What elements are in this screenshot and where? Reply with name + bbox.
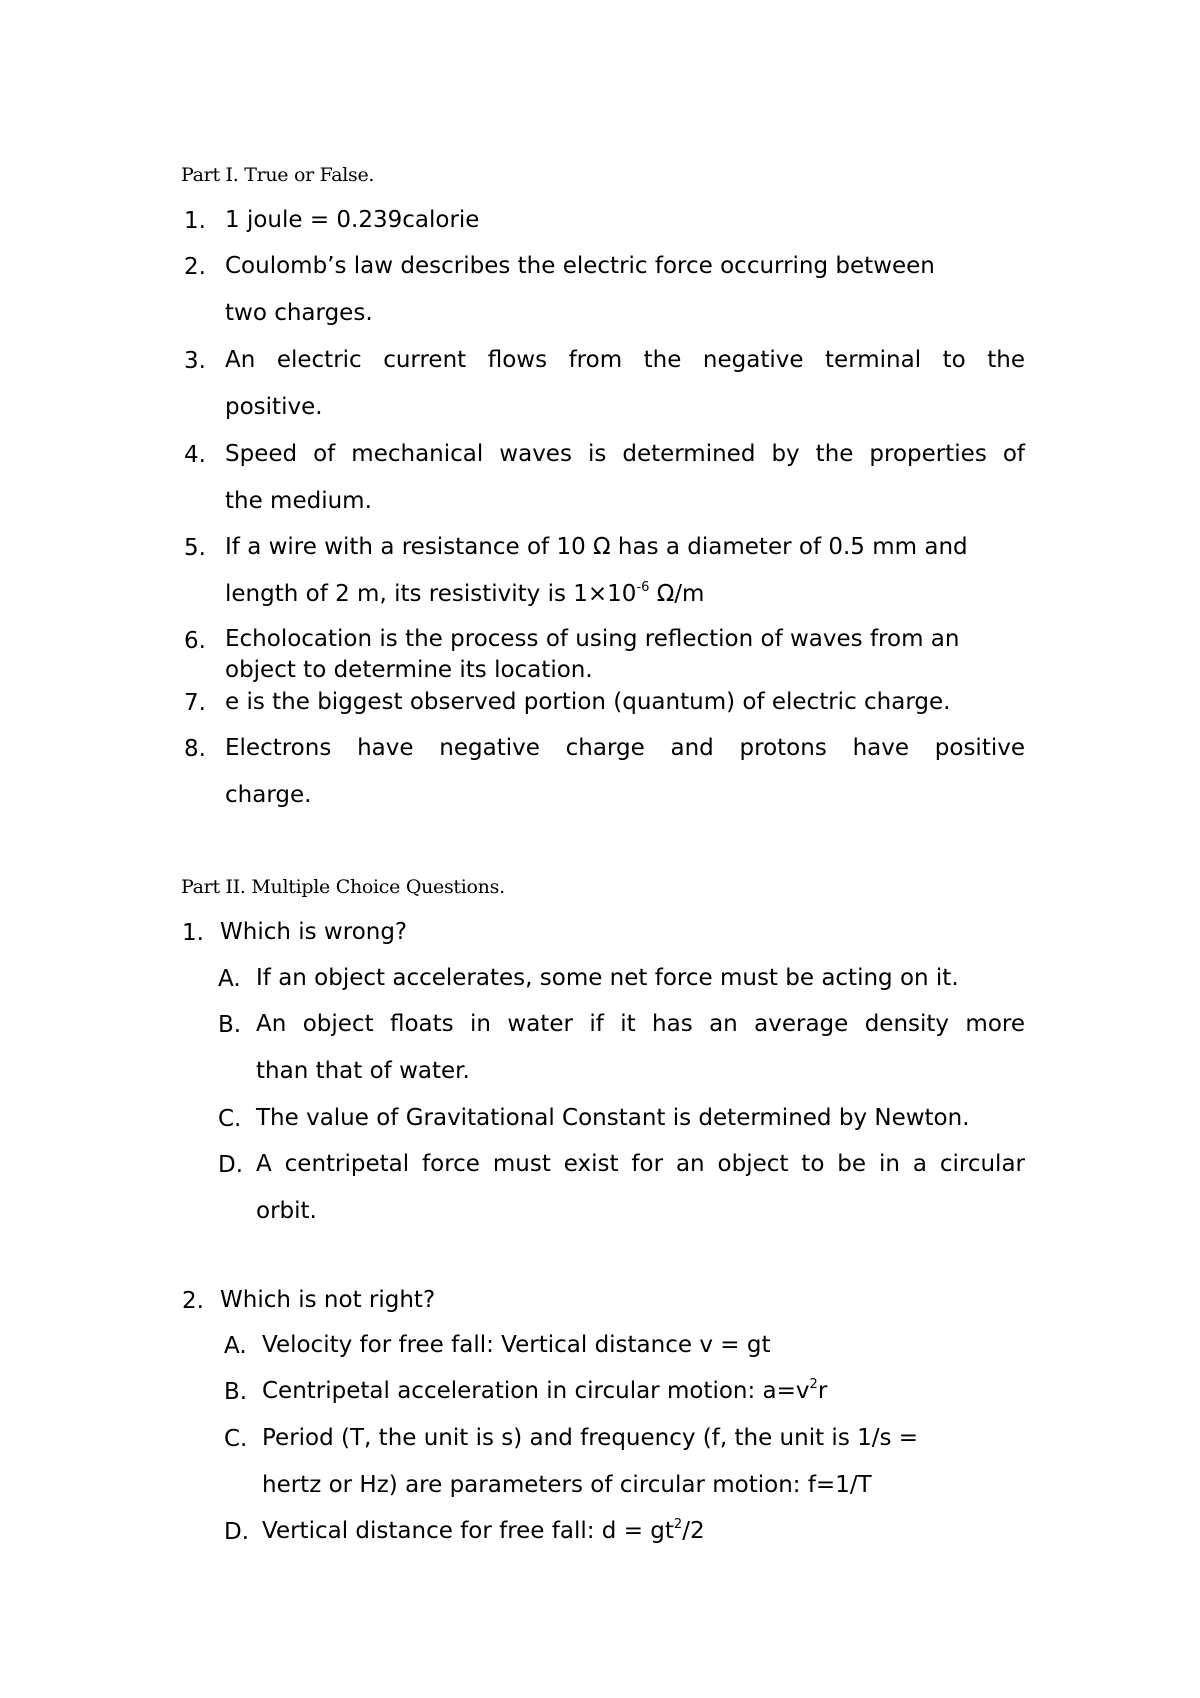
mc-q1-option-c-text [256,1095,1025,1142]
tf-item-1-text [225,197,1025,244]
part2-heading: Part II. Multiple Choice Questions. [181,876,505,898]
mc-q1-option-c-letter: C. [218,1106,242,1132]
mc-q2-option-b-text [262,1368,1025,1415]
mc-q2-option-a-text: Velocity for free fall: Vertical distance v = gt [262,1332,771,1358]
mc-q2-option-d-exponent: 2 [673,1517,683,1532]
part1-heading: Part I. True or False. [181,164,375,186]
mc-q2-option-c-text [262,1415,1025,1509]
tf-item-3-line-2: positive. [225,394,323,420]
mc-q2-option-b-pre: Centripetal acceleration in circular motion: a=v [262,1378,810,1404]
tf-item-2-number: 2. [184,254,206,280]
tf-item-7-line: e is the biggest observed portion (quantum) of electric charge. [225,689,951,715]
mc-question-1-number: 1. [182,920,204,946]
tf-item-4-line-1: Speed of mechanical waves is determined by the properties of [225,441,1025,467]
tf-item-1-line: 1 joule = 0.239calorie [225,207,480,233]
tf-item-7-number: 7. [184,690,206,716]
tf-item-6-line-2: object to determine its location. [225,657,593,683]
mc-q1-option-d-letter: D. [218,1152,244,1178]
mc-q2-option-c-letter: C. [224,1426,248,1452]
tf-item-5-line-2 [225,571,1025,618]
tf-item-3-line-1: An electric current flows from the negative terminal to the [225,347,1025,373]
mc-q2-option-c-line-2: hertz or Hz) are parameters of circular motion: f=1/T [262,1472,872,1498]
mc-q1-option-b-letter: B. [218,1012,242,1038]
mc-question-1-text: Which is wrong? [220,919,408,945]
mc-q2-option-d-text [262,1508,1025,1555]
tf-item-6-number: 6. [184,628,206,654]
tf-item-4-line-2: the medium. [225,488,372,514]
tf-item-6-text [225,624,1025,686]
tf-item-1-number: 1. [184,208,206,234]
mc-q1-option-d-line-1: A centripetal force must exist for an object to be in a circular [256,1151,1025,1177]
mc-question-2-text: Which is not right? [220,1287,436,1313]
tf-item-5-number: 5. [184,535,206,561]
mc-q2-option-d-post: /2 [682,1518,705,1544]
mc-q2-option-d-pre: Vertical distance for free fall: d = gt [262,1518,674,1544]
mc-q2-option-a-letter: A. [224,1333,247,1359]
tf-item-2-line-1: Coulomb’s law describes the electric force occurring between [225,253,935,279]
mc-q1-option-c-line: The value of Gravitational Constant is determined by Newton. [256,1105,970,1131]
mc-q2-option-b-letter: B. [224,1379,248,1405]
tf-item-4-text [225,431,1025,525]
mc-q2-option-c-line-1: Period (T, the unit is s) and frequency (f, the unit is 1/s = [262,1425,919,1451]
mc-q2-option-b-post: r [817,1378,828,1404]
mc-question-2-number: 2. [182,1288,204,1314]
tf-item-5-line-1: If a wire with a resistance of 10 Ω has a diameter of 0.5 mm and [225,534,968,560]
mc-q1-option-a-line: If an object accelerates, some net force must be acting on it. [256,965,959,991]
tf-item-8-line-1: Electrons have negative charge and protons have positive [225,735,1025,761]
tf-item-8-number: 8. [184,736,206,762]
mc-q1-option-a-text [256,955,1025,1002]
tf-item-5-text [225,524,1025,618]
tf-item-8-text [225,725,1025,819]
mc-q1-option-a-letter: A. [218,966,241,992]
tf-item-7-text [225,679,1025,726]
tf-item-2-text [225,243,1025,337]
mc-q1-option-d-line-2: orbit. [256,1198,317,1224]
mc-q1-option-b-text [256,1001,1025,1095]
tf-item-5-line-2-pre: length of 2 m, its resistivity is 1×10 [225,581,637,607]
tf-item-2-line-2: two charges. [225,300,373,326]
mc-q2-option-d-letter: D. [224,1519,250,1545]
tf-item-3-text [225,337,1025,431]
mc-q2-option-b-exponent: 2 [809,1377,818,1392]
tf-item-3-number: 3. [184,348,206,374]
tf-item-5-exponent: -6 [636,580,650,595]
tf-item-5-line-2-post: Ω/m [649,581,705,607]
mc-q1-option-b-line-2: than that of water. [256,1058,470,1084]
mc-q1-option-b-line-1: An object floats in water if it has an average density more [256,1011,1025,1037]
tf-item-4-number: 4. [184,442,206,468]
tf-item-6-line-1: Echolocation is the process of using reflection of waves from an [225,626,960,652]
mc-q1-option-d-text [256,1141,1025,1235]
tf-item-8-line-2: charge. [225,782,312,808]
